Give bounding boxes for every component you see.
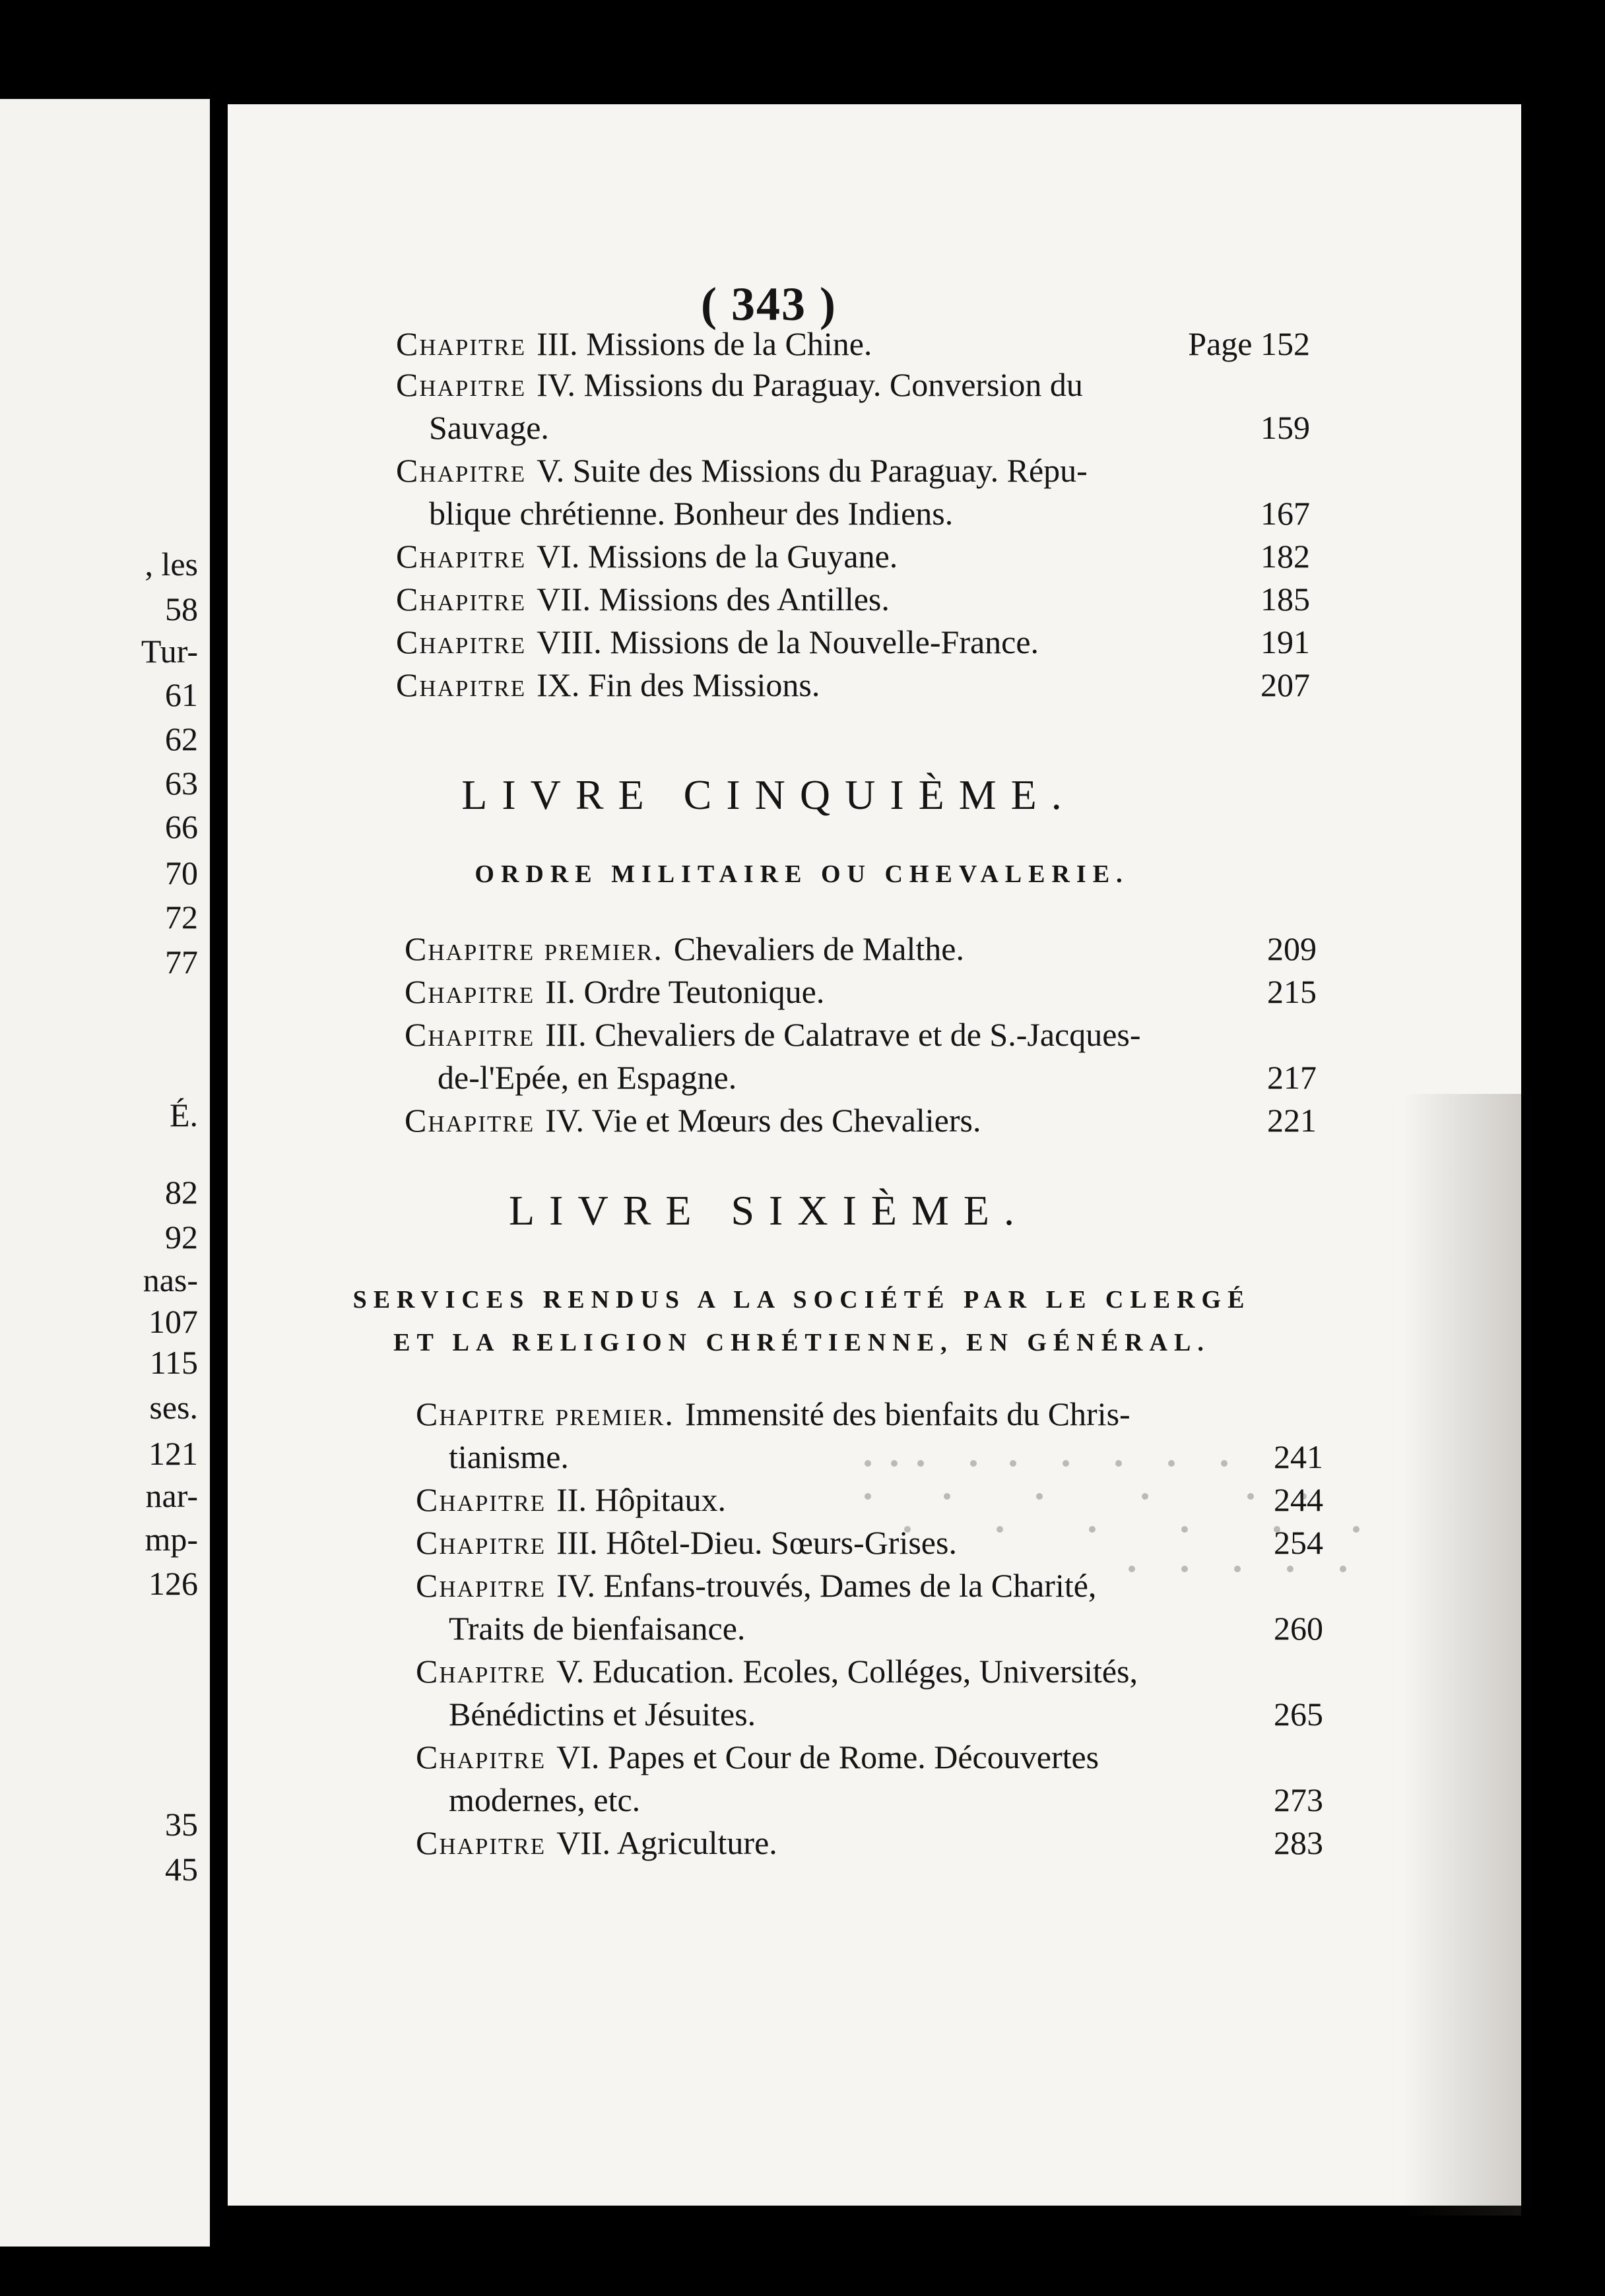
toc-entry-label: Chapitre [396, 666, 527, 703]
left-fragment-text: 82 [165, 1174, 198, 1211]
toc-entry-label: Chapitre [416, 1824, 546, 1861]
toc-entry [405, 1104, 981, 1137]
toc-entry [396, 368, 1083, 401]
left-fragment-text: 115 [149, 1344, 198, 1381]
toc-entry-title: V. Suite des Missions du Paraguay. Répu- [537, 452, 1088, 489]
toc-entry-title: IV. Enfans-trouvés, Dames de la Charité, [556, 1567, 1097, 1604]
toc-entry-page: 241 [1274, 1438, 1323, 1475]
toc-entry-page: 254 [1274, 1524, 1323, 1561]
toc-entry-label: Chapitre [396, 581, 527, 618]
left-fragment-text: 121 [148, 1435, 198, 1472]
toc-entry-page: 217 [1267, 1059, 1317, 1096]
toc-entry [405, 975, 824, 1008]
toc-entry [416, 1655, 1138, 1688]
toc-entry-title: VI. Papes et Cour de Rome. Découvertes [556, 1738, 1099, 1775]
toc-entry-title: III. Hôtel-Dieu. Sœurs-Grises. [556, 1524, 957, 1561]
left-fragment-text: 61 [165, 676, 198, 713]
toc-entry-page: 265 [1274, 1696, 1323, 1733]
toc-entry-title: Immensité des bienfaits du Chris- [684, 1395, 1130, 1432]
toc-entry-page: Page 152 [1188, 325, 1310, 362]
left-fragment-text: É. [169, 1097, 198, 1133]
section-title: ORDRE MILITAIRE OU CHEVALERIE. [475, 860, 1129, 888]
toc-entry-label: Chapitre [405, 1102, 535, 1139]
page-number: ( 343 ) [701, 278, 837, 331]
toc-entry-title: VI. Missions de la Guyane. [537, 538, 898, 575]
left-fragment-text: , les [145, 546, 198, 583]
toc-entry-label: Chapitre [396, 366, 527, 403]
left-fragment-text: 35 [165, 1806, 198, 1843]
left-fragment-text: 72 [165, 899, 198, 936]
left-fragment-text: nas- [143, 1261, 198, 1298]
left-fragment-text: 62 [165, 720, 198, 757]
toc-entry-title: VIII. Missions de la Nouvelle-France. [537, 623, 1039, 660]
toc-entry [396, 625, 1039, 658]
book-title: LIVRE CINQUIÈME. [461, 771, 1076, 818]
toc-entry-page: 159 [1261, 409, 1310, 446]
toc-entry-label: Chapitre [396, 452, 527, 489]
toc-entry-continuation: de-l'Epée, en Espagne. [438, 1059, 737, 1096]
toc-entry-title: Chevaliers de Malthe. [673, 930, 964, 967]
toc-entry-page: 215 [1267, 973, 1317, 1010]
section-title: ET LA RELIGION CHRÉTIENNE, EN GÉNÉRAL. [393, 1329, 1210, 1356]
toc-entry-label: Chapitre [416, 1524, 546, 1561]
toc-entry-title: V. Education. Ecoles, Colléges, Universités, [556, 1653, 1138, 1690]
left-fragment-text: 92 [165, 1219, 198, 1256]
toc-entry-label: Chapitre [396, 623, 527, 660]
book-page [228, 104, 1521, 2206]
toc-entry-page: 221 [1267, 1102, 1317, 1139]
left-fragment-text: 58 [165, 590, 198, 627]
table-of-contents [228, 104, 1521, 2206]
left-fragment-text: 70 [165, 854, 198, 891]
left-fragment-text: mp- [145, 1521, 198, 1558]
toc-entry-page: 283 [1274, 1824, 1323, 1861]
toc-entry-continuation: modernes, etc. [449, 1781, 641, 1818]
toc-entry [416, 1483, 726, 1516]
toc-entry-label: Chapitre [416, 1481, 546, 1518]
left-fragment-text: 66 [165, 808, 198, 845]
section-title: SERVICES RENDUS A LA SOCIÉTÉ PAR LE CLERGÉ [352, 1286, 1251, 1314]
left-fragment-text: 126 [148, 1565, 198, 1602]
toc-entry [405, 932, 964, 965]
toc-entry-label: Chapitre premier. [416, 1395, 674, 1432]
left-fragment-text: 45 [165, 1851, 198, 1888]
toc-entry [416, 1569, 1096, 1602]
left-fragment-text: 107 [148, 1303, 198, 1340]
toc-entry-title: III. Chevaliers de Calatrave et de S.-Jacques- [545, 1016, 1141, 1053]
toc-entry-title: II. Hôpitaux. [556, 1481, 727, 1518]
toc-entry-page: 185 [1261, 581, 1310, 618]
toc-entry [396, 540, 898, 573]
toc-entry-label: Chapitre [416, 1653, 546, 1690]
toc-entry-page: 182 [1261, 538, 1310, 575]
toc-entry [396, 583, 890, 616]
toc-entry-title: VII. Agriculture. [556, 1824, 777, 1861]
toc-entry [405, 1018, 1141, 1051]
toc-entry [416, 1526, 957, 1559]
toc-entry-label: Chapitre [396, 325, 527, 362]
toc-entry-continuation: Bénédictins et Jésuites. [449, 1696, 756, 1733]
toc-entry-page: 209 [1267, 930, 1317, 967]
toc-entry-title: III. Missions de la Chine. [537, 325, 872, 362]
toc-entry-page: 273 [1274, 1781, 1323, 1818]
toc-entry [396, 668, 820, 701]
toc-entry [416, 1826, 777, 1859]
toc-entry [416, 1740, 1099, 1773]
toc-entry [396, 327, 872, 360]
toc-entry-page: 260 [1274, 1610, 1323, 1647]
toc-entry-page: 191 [1261, 623, 1310, 660]
toc-entry-continuation: Sauvage. [429, 409, 549, 446]
toc-entry-continuation: tianisme. [449, 1438, 569, 1475]
toc-entry-continuation: Traits de bienfaisance. [449, 1610, 746, 1647]
toc-entry-title: VII. Missions des Antilles. [537, 581, 890, 618]
left-fragment-text: nar- [145, 1477, 198, 1514]
toc-entry-label: Chapitre premier. [405, 930, 663, 967]
toc-entry-label: Chapitre [405, 1016, 535, 1053]
left-fragment-text: Tur- [141, 633, 198, 670]
toc-entry [396, 454, 1088, 487]
toc-entry-title: IV. Missions du Paraguay. Conversion du [537, 366, 1083, 403]
toc-entry-page: 207 [1261, 666, 1310, 703]
toc-entry-page: 167 [1261, 495, 1310, 532]
toc-entry-page: 244 [1274, 1481, 1323, 1518]
left-page-fragment [0, 99, 210, 2247]
toc-entry-label: Chapitre [405, 973, 535, 1010]
toc-entry-title: IV. Vie et Mœurs des Chevaliers. [545, 1102, 981, 1139]
left-fragment-text: 63 [165, 765, 198, 802]
toc-entry-continuation: blique chrétienne. Bonheur des Indiens. [429, 495, 954, 532]
left-fragment-text: ses. [149, 1389, 198, 1426]
book-title: LIVRE SIXIÈME. [509, 1187, 1029, 1234]
toc-entry-label: Chapitre [416, 1738, 546, 1775]
toc-entry [416, 1397, 1130, 1430]
toc-entry-title: II. Ordre Teutonique. [545, 973, 825, 1010]
toc-entry-label: Chapitre [396, 538, 527, 575]
toc-entry-label: Chapitre [416, 1567, 546, 1604]
left-fragment-text: 77 [165, 943, 198, 980]
toc-entry-title: IX. Fin des Missions. [537, 666, 820, 703]
